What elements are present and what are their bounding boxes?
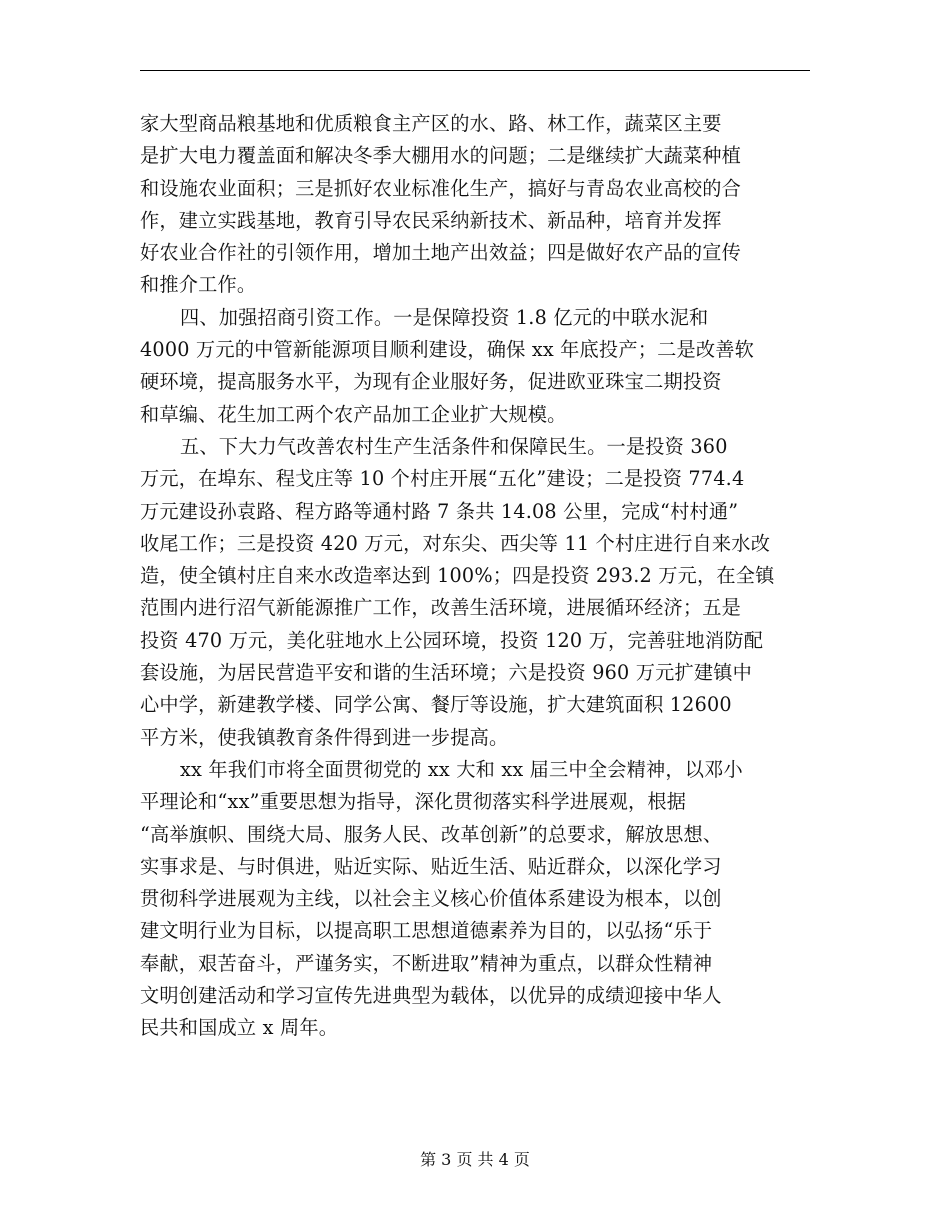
text-line: 硬环境，提高服务水平，为现有企业服好务，促进欧亚珠宝二期投资 [140, 370, 722, 394]
text-line: 收尾工作；三是投资 420 万元，对东尖、西尖等 11 个村庄进行自来水改 [140, 531, 771, 555]
text-line: 造，使全镇村庄自来水改造率达到 100%；四是投资 293.2 万元，在全镇 [140, 564, 775, 588]
text-line: 4000 万元的中管新能源项目顺利建设，确保 xx 年底投产；二是改善软 [140, 338, 755, 362]
text-line: 范围内进行沼气新能源推广工作，改善生活环境，进展循环经济；五是 [140, 596, 742, 620]
text-line: 平理论和“xx”重要思想为指导，深化贯彻落实科学进展观，根据 [140, 790, 687, 814]
text-line: 作，建立实践基地，教育引导农民采纳新技术、新品种，培育并发挥 [140, 208, 722, 232]
text-line: 文明创建活动和学习宣传先进典型为载体，以优异的成绩迎接中华人 [140, 984, 722, 1008]
text-line: 民共和国成立 x 周年。 [140, 1016, 339, 1040]
text-line: 万元建设孙袁路、程方路等通村路 7 条共 14.08 公里，完成“村村通” [140, 499, 739, 523]
text-line: 万元，在埠东、程戈庄等 10 个村庄开展“五化”建设；二是投资 774.4 [140, 467, 745, 491]
text-line: 和设施农业面积；三是抓好农业标准化生产，搞好与青岛农业高校的合 [140, 176, 742, 200]
text-line: 贯彻科学进展观为主线，以社会主义核心价值体系建设为根本，以创 [140, 887, 722, 911]
paragraph-first-line: 四、加强招商引资工作。一是保障投资 1.8 亿元的中联水泥和 [180, 305, 709, 329]
text-line: 心中学，新建教学楼、同学公寓、餐厅等设施，扩大建筑面积 12600 [140, 693, 732, 717]
text-line: 套设施，为居民营造平安和谐的生活环境；六是投资 960 万元扩建镇中 [140, 661, 753, 685]
text-line: 建文明行业为目标，以提高职工思想道德素养为目的，以弘扬“乐于 [140, 919, 713, 943]
document-body [140, 108, 810, 1045]
text-line: 奉献，艰苦奋斗，严谨务实，不断进取”精神为重点，以群众性精神 [140, 951, 713, 975]
text-line: 实事求是、与时俱进，贴近实际、贴近生活、贴近群众，以深化学习 [140, 854, 722, 878]
text-line: 和推介工作。 [140, 273, 257, 297]
text-line: 好农业合作社的引领作用，增加土地产出效益；四是做好农产品的宣传 [140, 241, 742, 265]
text-line: 家大型商品粮基地和优质粮食主产区的水、路、林工作，蔬菜区主要 [140, 112, 722, 135]
paragraph-first-line: 五、下大力气改善农村生产生活条件和保障民生。一是投资 360 [180, 434, 728, 458]
text-line: 是扩大电力覆盖面和解决冬季大棚用水的问题；二是继续扩大蔬菜种植 [140, 144, 742, 168]
text-line: 投资 470 万元，美化驻地水上公园环境，投资 120 万，完善驻地消防配 [140, 628, 764, 652]
page-number-footer: 第 3 页 共 4 页 [420, 1150, 530, 1169]
paragraph-first-line: xx 年我们市将全面贯彻党的 xx 大和 xx 届三中全会精神，以邓小 [180, 757, 743, 781]
header-rule [140, 70, 810, 71]
text-line: “高举旗帜、围绕大局、服务人民、改革创新”的总要求，解放思想、 [140, 822, 723, 846]
text-line: 和草编、花生加工两个农产品加工企业扩大规模。 [140, 402, 567, 426]
text-line: 平方米，使我镇教育条件得到进一步提高。 [140, 725, 509, 749]
